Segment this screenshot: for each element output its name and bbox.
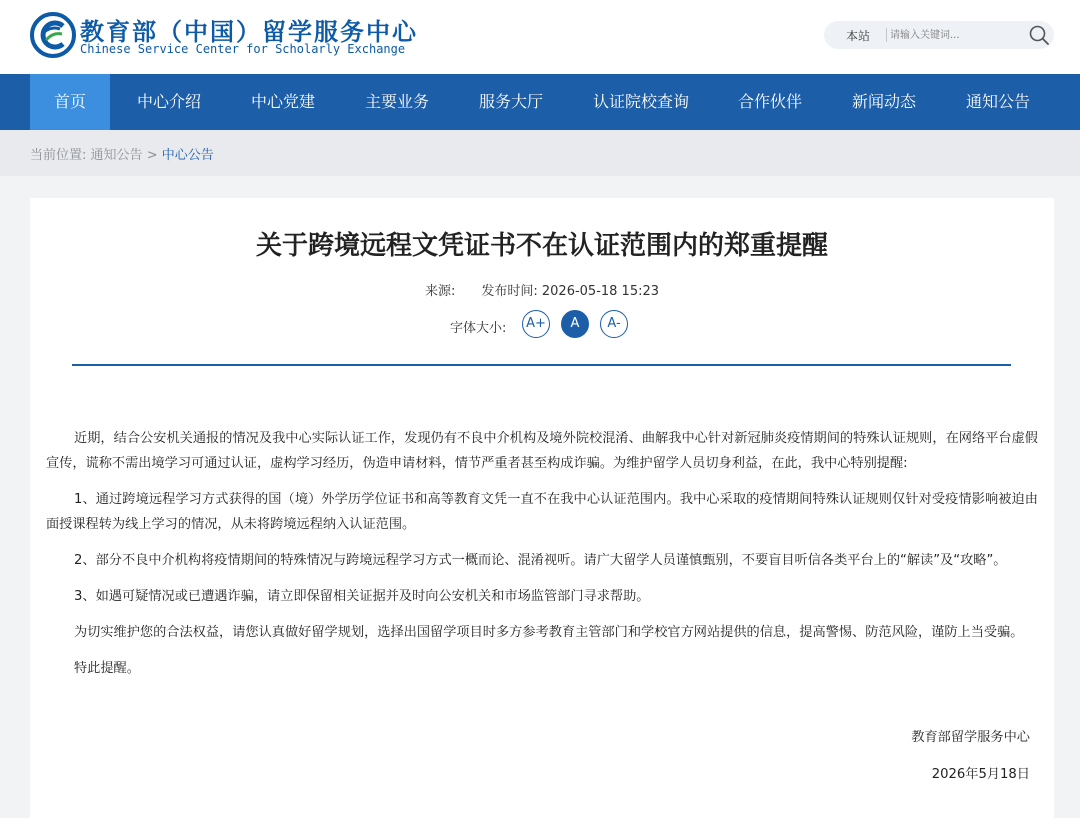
article-card xyxy=(30,198,1054,818)
article-signature: 教育部留学服务中心 xyxy=(911,730,1030,745)
main-nav xyxy=(0,74,1080,130)
nav-item-business[interactable]: 主要业务 xyxy=(364,92,429,111)
logo-title-cn[interactable]: 教育部（中国）留学服务中心 xyxy=(80,17,418,46)
publish-label: 发布时间: xyxy=(481,284,538,299)
article-meta xyxy=(30,280,1054,299)
article-paragraph: 1、通过跨境远程学习方式获得的国（境）外学历学位证书和高等教育文凭一直不在我中心认证范围内。我中心采取的疫情期间特殊认证规则仅针对受疫情影响被迫由面授课程转为线上学习的情况，从未将跨境远程纳入认证范围。 xyxy=(46,492,1038,532)
nav-item-partners[interactable]: 合作伙伴 xyxy=(737,92,802,111)
search-box xyxy=(824,21,1054,49)
nav-item-service-hall[interactable]: 服务大厅 xyxy=(478,92,543,111)
nav-item-about[interactable]: 中心介绍 xyxy=(136,92,201,111)
breadcrumb-current[interactable]: 中心公告 xyxy=(161,148,214,163)
breadcrumb-separator: > xyxy=(146,148,158,163)
search-scope-select[interactable]: 本站 xyxy=(846,29,871,43)
breadcrumb-prefix: 当前位置: xyxy=(30,148,87,163)
article-paragraph: 为切实维护您的合法权益，请您认真做好留学规划，选择出国留学项目时多方参考教育主管部门和学校官方网站提供的信息，提高警惕、防范风险，谨防上当受骗。 xyxy=(74,625,1024,640)
breadcrumb-bar xyxy=(0,130,1080,176)
article-title: 关于跨境远程文凭证书不在认证范围内的郑重提醒 xyxy=(255,231,828,261)
font-size-label: 字体大小: xyxy=(450,321,507,336)
article-paragraph: 近期，结合公安机关通报的情况及我中心实际认证工作，发现仍有不良中介机构及境外院校混淆、曲解我中心针对新冠肺炎疫情期间的特殊认证规则，在网络平台虚假宣传，谎称不需出境学习可通过认证，虚构学习经历，伪造申请材料，情节严重者甚至构成诈骗。为维护留学人员切身利益，在此，我中心特别提醒: xyxy=(46,431,1038,471)
publish-time: 2026-05-18 15:23 xyxy=(541,284,660,299)
logo-title-en[interactable]: Chinese Service Center for Scholarly Exchange xyxy=(80,42,406,56)
nav-item-party[interactable]: 中心党建 xyxy=(250,92,315,111)
search-icon[interactable] xyxy=(1028,24,1050,46)
font-default-button[interactable]: A xyxy=(561,310,589,338)
nav-item-home[interactable]: 首页 xyxy=(30,74,110,130)
article-date: 2026年5月18日 xyxy=(931,767,1030,782)
article-paragraph: 3、如遇可疑情况或已遭遇诈骗，请立即保留相关证据并及时向公安机关和市场监管部门寻求帮助。 xyxy=(74,589,650,604)
source-label: 来源: xyxy=(424,284,456,299)
article-paragraph: 特此提醒。 xyxy=(74,661,140,676)
nav-item-notices[interactable]: 通知公告 xyxy=(965,92,1030,111)
nav-item-school-query[interactable]: 认证院校查询 xyxy=(592,92,689,111)
search-input[interactable] xyxy=(890,24,1020,46)
article-paragraph: 2、部分不良中介机构将疫情期间的特殊情况与跨境远程学习方式一概而论、混淆视听。请广大留学人员谨慎甄别，不要盲目听信各类平台上的“解读”及“攻略”。 xyxy=(74,553,1007,568)
cscse-logo-icon[interactable] xyxy=(30,12,76,58)
breadcrumb xyxy=(30,144,214,163)
title-divider xyxy=(72,364,1011,366)
breadcrumb-link-notices[interactable]: 通知公告 xyxy=(90,148,143,163)
article-body xyxy=(46,426,1038,692)
search-separator xyxy=(886,28,887,42)
site-header xyxy=(0,0,1080,74)
font-decrease-button[interactable]: A- xyxy=(600,310,628,338)
font-increase-button[interactable]: A+ xyxy=(522,310,550,338)
nav-item-news[interactable]: 新闻动态 xyxy=(851,92,916,111)
